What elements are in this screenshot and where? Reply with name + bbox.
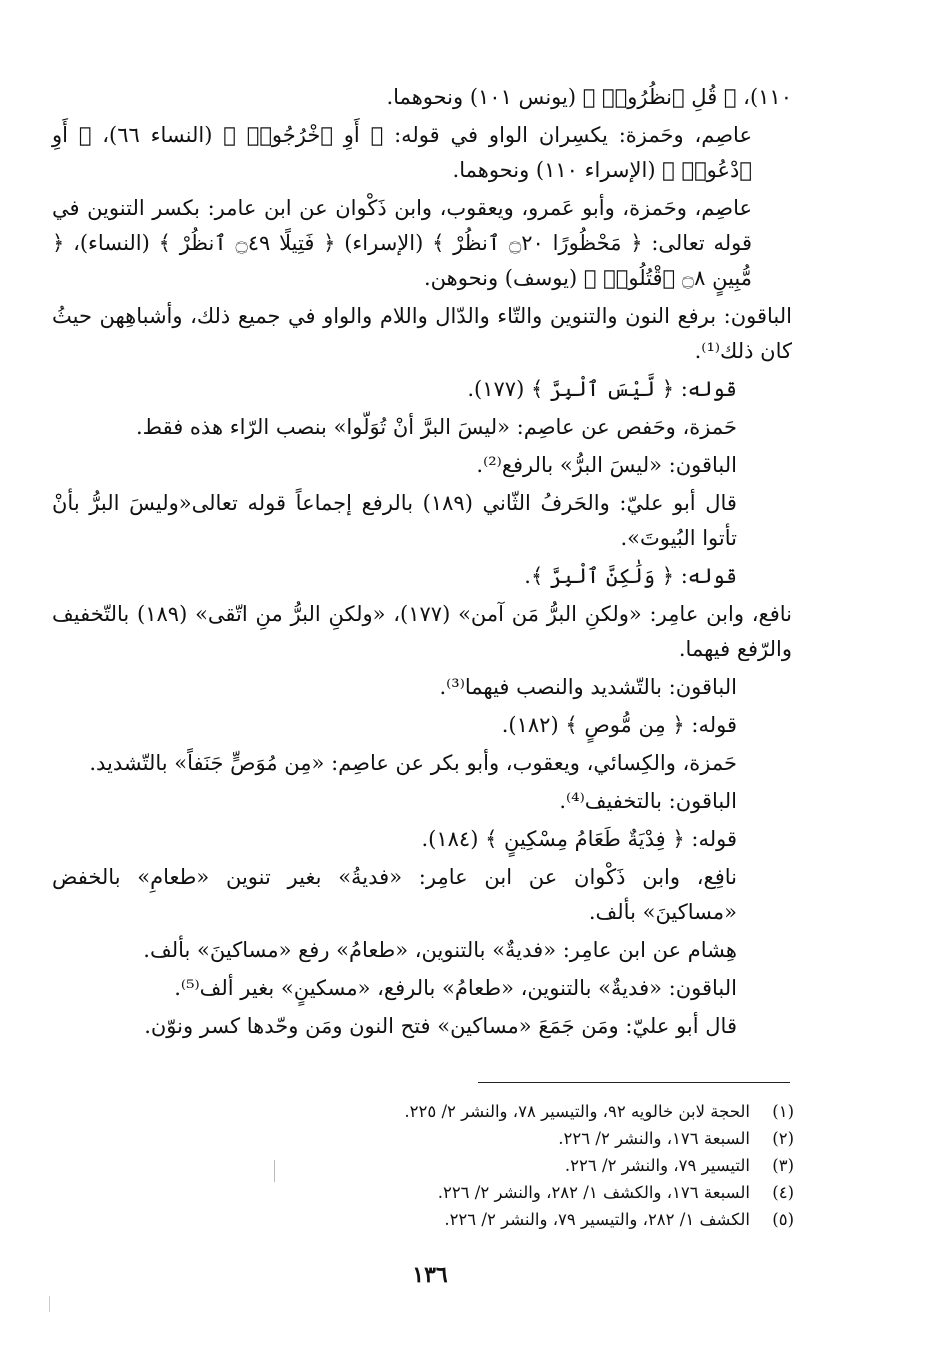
scan-mark xyxy=(49,1296,50,1312)
paragraph: عاصِم، وحَمزة: يكسِران الواو في قوله: ﴿ أَوِ ٱخْرُجُوا۟ ﴾ (النساء ٦٦)، ﴿ أَوِ ٱدْعُوا۟ ﴾ (الإسراء ١١٠) ونحوهما. xyxy=(52,123,752,182)
paragraph: قوله: ﴿ وَلَٰكِنَّ ٱلْبِرَّ ﴾. xyxy=(524,564,737,588)
paragraph: قوله: ﴿ مِن مُّوصٍ ﴾ (١٨٢). xyxy=(501,713,737,737)
paragraph: نافِع، وابن ذَكْوان عن ابن عامِر: «فديةُ» بغير تنوين «طعامِ» بالخفض «مساكينَ» بألف. xyxy=(52,865,737,924)
footnote xyxy=(300,1125,794,1152)
footnote-text: الحجة لابن خالويه ٩٢، والتيسير ٧٨، والنشر ٢/ ٢٢٥. xyxy=(404,1102,750,1121)
footnote xyxy=(300,1098,794,1125)
paragraph: نافع، وابن عامِر: «ولكنِ البرُّ مَن آمن» (١٧٧)، «ولكنِ البرُّ منِ اتّقى» (١٨٩) بالتّخفيف والرّفع فيهما. xyxy=(52,602,792,661)
page-number: ١٣٦ xyxy=(412,1262,448,1288)
footnote-text: السبعة ١٧٦، والنشر ٢/ ٢٢٦. xyxy=(558,1129,750,1148)
paragraph: حَمزة، وحَفص عن عاصِم: «ليسَ البرَّ أنْ تُوَلّوا» بنصب الرّاء هذه فقط. xyxy=(135,415,737,439)
footnote xyxy=(300,1206,794,1233)
footnote-number: (٢) xyxy=(772,1129,794,1148)
paragraph: عاصِم، وحَمزة، وأبو عَمرو، ويعقوب، وابن ذَكْوان عن ابن عامر: بكسر التنوين في قوله تعالى: ﴿ مَحْظُورًا ۝٢٠ ٱنظُرْ ﴾ (الإسراء) ﴿ فَتِيلًا ۝٤٩ ٱنظُرْ ﴾ (النساء)، ﴿ مُّبِينٍ ۝٨ ٱقْتُلُوا۟ ﴾ (يوسف) ونحوهن. xyxy=(52,196,752,290)
paragraph: قال أبو عليّ: ومَن جَمَعَ «مساكين» فتح النون ومَن وحّدها كسر ونوّن. xyxy=(144,1014,737,1038)
paragraph: الباقون: «فديةٌ» بالتنوين، «طعامُ» بالرفع، «مسكينٍ» بغير ألف⁽⁵⁾. xyxy=(174,976,737,1000)
footnote-separator xyxy=(478,1082,790,1083)
paragraph: ١١٠)، ﴿ قُلِ ٱنظُرُوا۟ ﴾ (يونس ١٠١) ونحوهما. xyxy=(386,85,792,109)
paragraph: قال أبو عليّ: والحَرفُ الثّاني (١٨٩) بالرفع إجماعاً قوله تعالى«وليسَ البرُّ بأنْ تأتوا البُيوتَ». xyxy=(52,491,737,550)
paragraph: الباقون: بالتخفيف⁽⁴⁾. xyxy=(559,789,737,813)
footnote xyxy=(300,1179,794,1206)
footnote-number: (١) xyxy=(772,1102,794,1121)
scan-mark xyxy=(274,1160,275,1182)
main-text-body xyxy=(52,80,792,1047)
paragraph: حَمزة، والكِسائي، ويعقوب، وأبو بكر عن عاصِم: «مِن مُوَصٍّ جَنَفاً» بالتّشديد. xyxy=(89,751,737,775)
footnote-number: (٣) xyxy=(772,1156,794,1175)
footnote-number: (٤) xyxy=(772,1183,794,1202)
paragraph: قوله: ﴿ فِدْيَةٌ طَعَامُ مِسْكِينٍ ﴾ (١٨٤). xyxy=(421,827,737,851)
paragraph: الباقون: برفع النون والتنوين والتّاء والدّال واللام والواو في جميع ذلك، وأشباهِهن حيثُ كان ذلك⁽¹⁾. xyxy=(52,304,792,363)
footnote-number: (٥) xyxy=(772,1210,794,1229)
footnote xyxy=(300,1152,794,1179)
footnote-text: التيسير ٧٩، والنشر ٢/ ٢٢٦. xyxy=(564,1156,750,1175)
paragraph: الباقون: بالتّشديد والنصب فيهما⁽³⁾. xyxy=(439,675,737,699)
paragraph: قوله: ﴿ لَّيْسَ ٱلْبِرَّ ﴾ (١٧٧). xyxy=(467,377,737,401)
paragraph: هِشام عن ابن عامِر: «فديةٌ» بالتنوين، «طعامُ» رفع «مساكينَ» بألف. xyxy=(143,938,737,962)
footnotes xyxy=(300,1098,794,1233)
paragraph: الباقون: «ليسَ البرُّ» بالرفع⁽²⁾. xyxy=(476,453,737,477)
footnote-text: السبعة ١٧٦، والكشف ١/ ٢٨٢، والنشر ٢/ ٢٢٦. xyxy=(437,1183,750,1202)
footnote-text: الكشف ١/ ٢٨٢، والتيسير ٧٩، والنشر ٢/ ٢٢٦. xyxy=(444,1210,750,1229)
